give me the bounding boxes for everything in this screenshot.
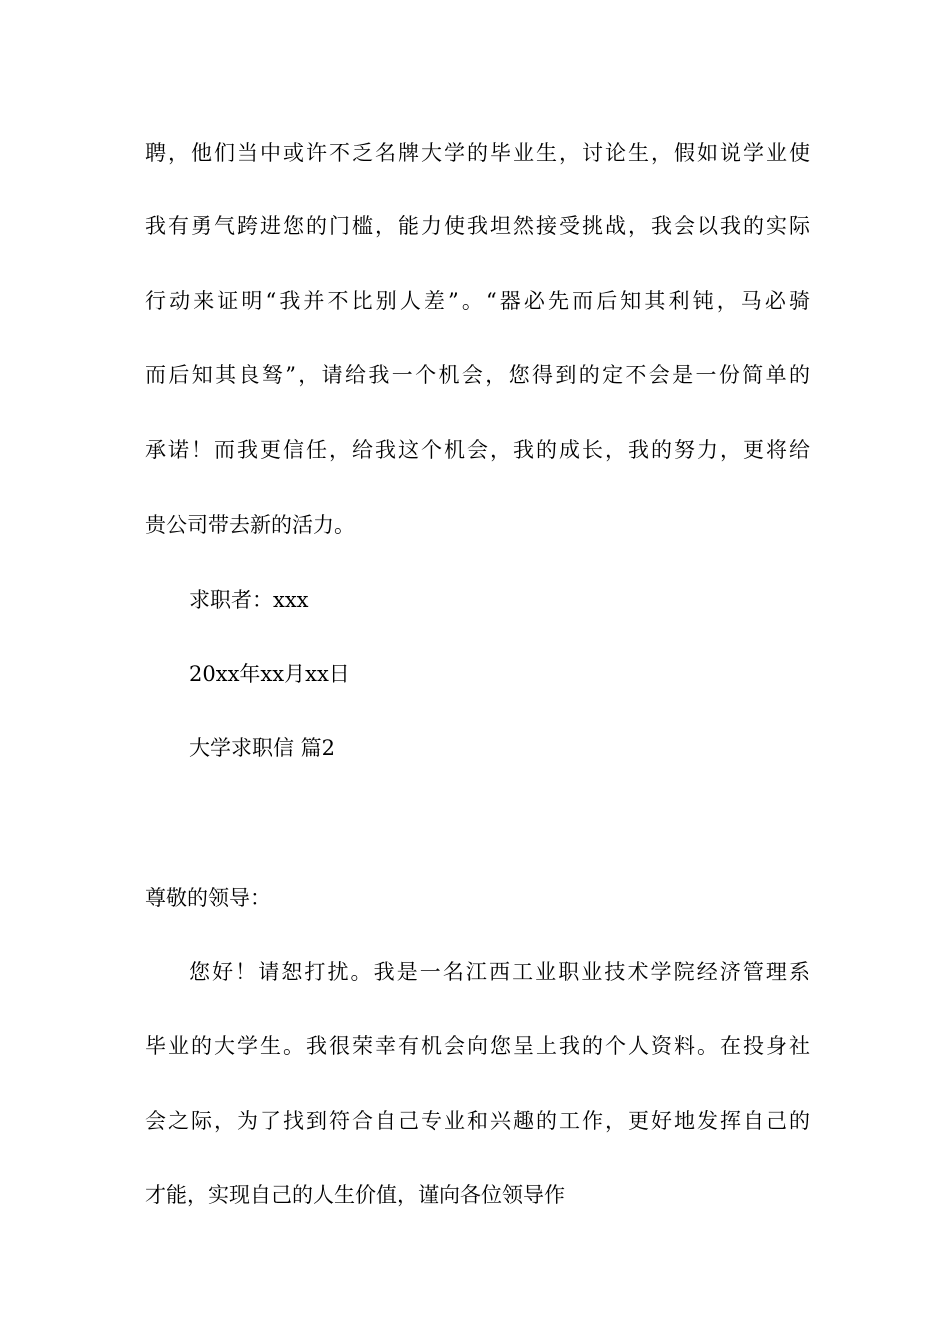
paragraph-line: 您好！请恕打扰。我是一名江西工业职业技术学院经济管理系	[189, 960, 810, 984]
paragraph-line: 聘，他们当中或许不乏名牌大学的毕业生，讨论生，假如说学业使	[145, 141, 810, 165]
signature-date: 20xx年xx月xx日	[189, 662, 350, 686]
paragraph-line: 而后知其良驽”，请给我一个机会，您得到的定不会是一份简单的	[145, 363, 810, 387]
paragraph-line: 承诺！而我更信任，给我这个机会，我的成长，我的努力，更将给	[145, 438, 810, 462]
section-heading: 大学求职信 篇2	[189, 736, 336, 760]
paragraph-line: 会之际，为了找到符合自己专业和兴趣的工作，更好地发挥自己的	[145, 1109, 810, 1133]
signature-applicant: 求职者：xxx	[189, 588, 309, 612]
paragraph-line: 我有勇气跨进您的门槛，能力使我坦然接受挑战，我会以我的实际	[145, 214, 810, 238]
paragraph-line: 行动来证明“我并不比别人差”。“器必先而后知其利钝，马必骑	[145, 289, 810, 313]
paragraph-line: 贵公司带去新的活力。	[145, 513, 355, 537]
paragraph-line: 才能，实现自己的人生价值，谨向各位领导作	[145, 1183, 565, 1207]
letter-salutation: 尊敬的领导：	[145, 886, 271, 910]
paragraph-line: 毕业的大学生。我很荣幸有机会向您呈上我的个人资料。在投身社	[145, 1034, 810, 1058]
